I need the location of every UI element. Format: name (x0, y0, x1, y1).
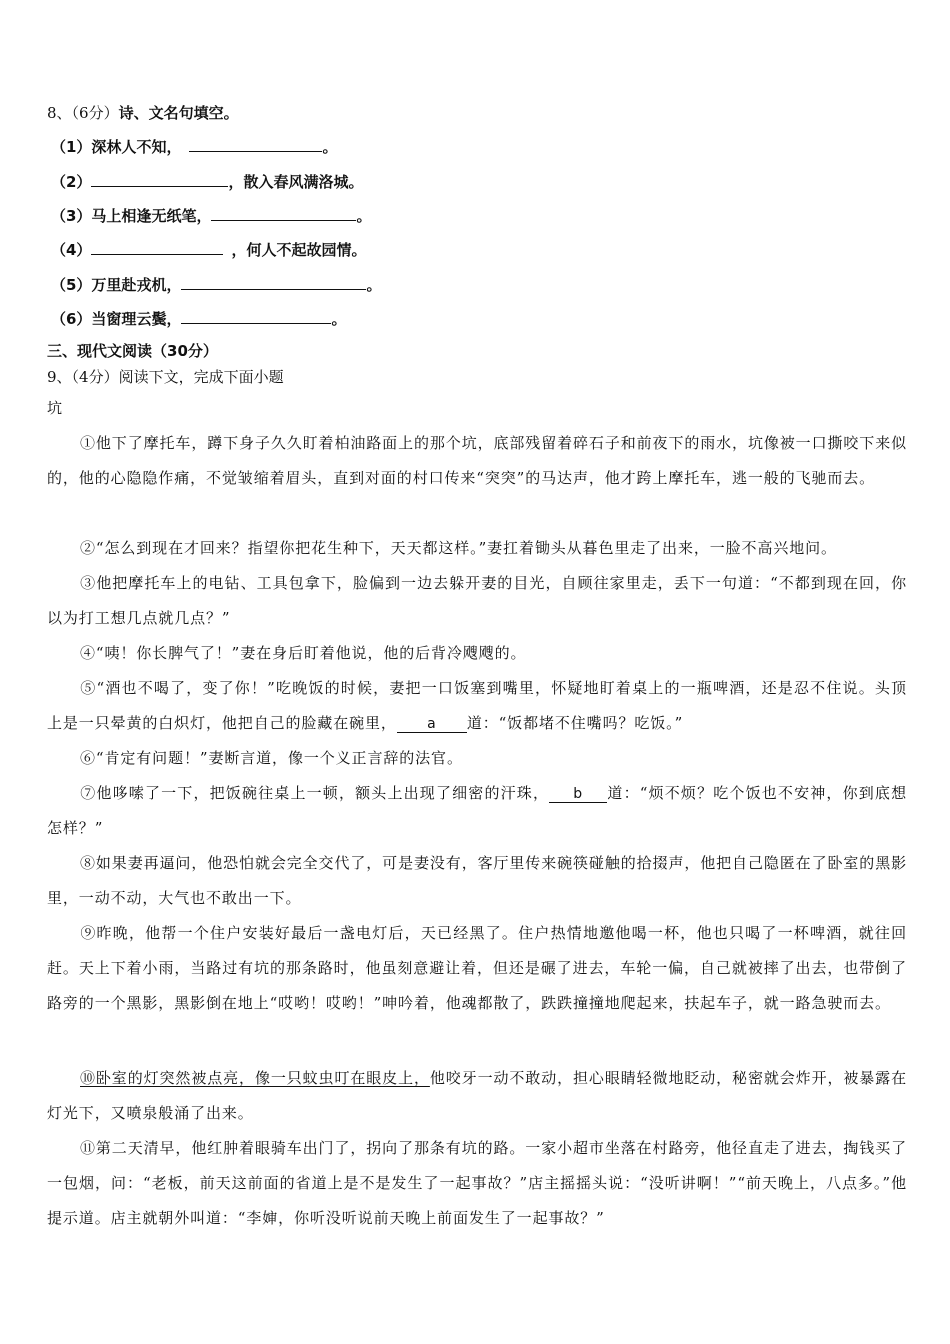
q8-item-6-after: 。 (331, 310, 347, 328)
paragraph-3-text: ③他把摩托车上的电钻、工具包拿下，脸偏到一边去躲开妻的目光，自顾往家里走，丢下一句道：“不都到现在回，你以为打工想几点就几点？” (47, 574, 907, 627)
q8-item-5-after: 。 (366, 276, 382, 294)
paragraph-4-text: ④“咦！你长脾气了！”妻在身后盯着他说，他的后背冷飕飕的。 (80, 644, 527, 662)
q8-item-1-after: 。 (322, 138, 338, 156)
q8-item-6 (51, 309, 346, 329)
q8-item-4 (51, 240, 366, 260)
q8-item-3-before: （3）马上相逢无纸笔， (51, 207, 212, 225)
q8-header-text: 诗、文名句填空。 (118, 104, 239, 122)
paragraph-10-underlined: ⑩卧室的灯突然被点亮，像一只蚊虫叮在眼皮上， (80, 1069, 430, 1087)
paragraph-7 (47, 776, 907, 846)
paragraph-11 (47, 1131, 907, 1236)
q8-item-3 (51, 206, 371, 226)
q8-item-2-before: （2） (51, 173, 92, 191)
q8-item-1 (51, 137, 337, 157)
q8-item-2-blank[interactable] (91, 172, 228, 187)
paragraph-9-text: ⑨昨晚，他帮一个住户安装好最后一盏电灯后，天已经黑了。住户热情地邀他喝一杯，他也只喝了一杯啤酒，就往回赶。天上下着小雨，当路过有坑的那条路时，他虽刻意避让着，但还是碾了进去，车轮一偏，自己就被摔了出去，也带倒了路旁的一个黑影，黑影倒在地上“哎哟！哎哟！”呻吟着，他魂都散了，跌跌撞撞地爬起来，扶起车子，就一路急驶而去。 (47, 924, 907, 1012)
q8-item-5-blank[interactable] (181, 275, 366, 290)
paragraph-1 (47, 426, 907, 496)
q8-item-6-before: （6）当窗理云鬓， (51, 310, 182, 328)
q8-item-3-blank[interactable] (211, 206, 356, 221)
paragraph-10 (47, 1061, 907, 1131)
paragraph-4 (47, 636, 907, 671)
paragraph-6 (47, 741, 907, 776)
paragraph-11-text: ⑪第二天清早，他红肿着眼骑车出门了，拐向了那条有坑的路。一家小超市坐落在村路旁，他径直走了进去，掏钱买了一包烟，问：“老板，前天这前面的省道上是不是发生了一起事故？”店主摇摇头说：“没听讲啊！”“前天晚上，八点多。”他提示道。店主就朝外叫道：“李婶，你听没听说前天晚上前面发生了一起事故？” (47, 1139, 907, 1227)
paragraph-8-text: ⑧如果妻再逼问，他恐怕就会完全交代了，可是妻没有，客厅里传来碗筷碰触的拾掇声，他把自己隐匿在了卧室的黑影里，一动不动，大气也不敢出一下。 (47, 854, 907, 907)
paragraph-2 (47, 531, 907, 566)
q8-item-2-after: ，散入春风满洛城。 (228, 173, 364, 191)
paragraph-3 (47, 566, 907, 636)
paragraph-2-text: ②“怎么到现在才回来？指望你把花生种下，天天都这样。”妻扛着锄头从暮色里走了出来，一脸不高兴地问。 (80, 539, 837, 557)
q8-item-4-before: （4） (51, 241, 92, 259)
paragraph-7-tail: 道：“烦不烦？吃个饭也不安神，你到底想怎样？” (47, 784, 907, 837)
paragraph-1-text: ①他下了摩托车，蹲下身子久久盯着柏油路面上的那个坑，底部残留着碎石子和前夜下的雨水，坑像被一口撕咬下来似的，他的心隐隐作痛，不觉皱缩着眉头，直到对面的村口传来“突突”的马达声，他才跨上摩托车，逃一般的飞驰而去。 (47, 434, 907, 487)
q8-item-2 (51, 172, 363, 192)
paragraph-10-text: 他咬牙一动不敢动，担心眼睛轻微地眨动，秘密就会炸开，被暴露在灯光下，又喷泉般涌了出来。 (47, 1069, 907, 1122)
paragraph-9 (47, 916, 907, 1021)
q8-item-4-blank[interactable] (91, 240, 223, 255)
q8-item-1-before: （1）深林人不知， (51, 138, 182, 156)
q8-item-5 (51, 275, 381, 295)
q8-item-5-before: （5）万里赴戎机， (51, 276, 182, 294)
q8-header (47, 103, 239, 123)
paragraph-5 (47, 671, 907, 741)
paragraph-5-text: ⑤“酒也不喝了，变了你！”吃晚饭的时候，妻把一口饭塞到嘴里，怀疑地盯着桌上的一瓶啤酒，还是忍不住说。头顶上是一只晕黄的白炽灯，他把自己的脸藏在碗里， (47, 679, 907, 732)
blank-b[interactable]: b (549, 786, 607, 803)
paragraph-7-text: ⑦他哆嗦了一下，把饭碗往桌上一顿，额头上出现了细密的汗珠， (80, 784, 550, 802)
paragraph-6-text: ⑥“肯定有问题！”妻断言道，像一个义正言辞的法官。 (80, 749, 463, 767)
q8-header-prefix: 8、（6分） (47, 104, 119, 122)
q8-item-1-blank[interactable] (189, 137, 322, 152)
story-title: 坑 (47, 399, 63, 417)
q8-item-3-after: 。 (356, 207, 372, 225)
blank-a[interactable]: a (397, 716, 467, 733)
section3-title: 三、现代文阅读（30分） (47, 342, 218, 360)
paragraph-5-tail: 道：“饭都堵不住嘴吗？吃饭。” (466, 714, 684, 732)
paragraph-8 (47, 846, 907, 916)
q8-item-6-blank[interactable] (181, 309, 331, 324)
q8-item-4-after: ，何人不起故园情。 (231, 241, 367, 259)
q9-header: 9、（4分）阅读下文，完成下面小题 (47, 368, 284, 386)
